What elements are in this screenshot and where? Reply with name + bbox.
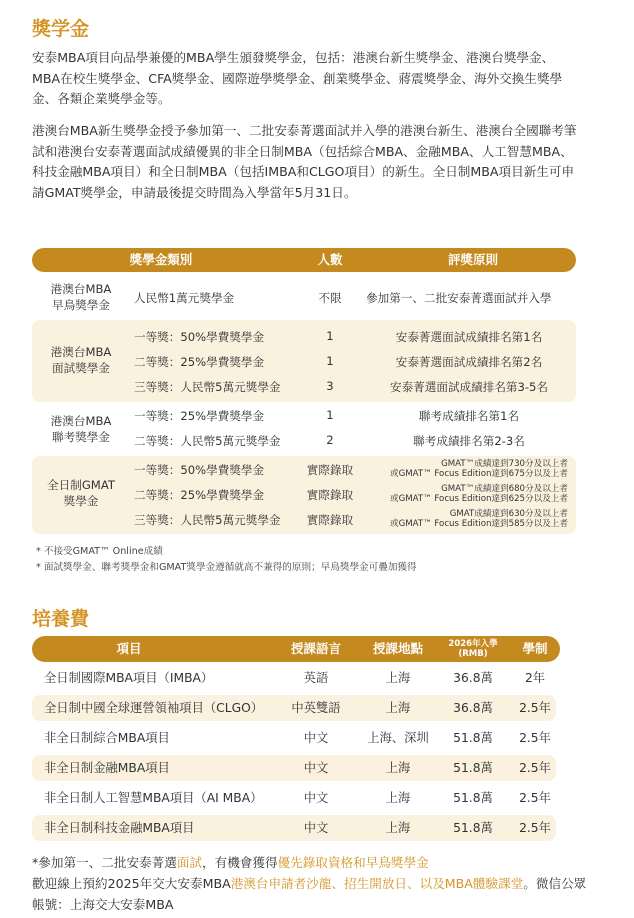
rule-cell: 安泰菁選面試成績排名第3-5名 bbox=[389, 380, 549, 394]
rule-cell: 安泰菁選面試成績排名第1名 bbox=[395, 330, 543, 344]
count-cell: 不限 bbox=[318, 291, 342, 305]
count-cell: 實際錄取 bbox=[306, 513, 354, 527]
group-joint-exam: 港澳台MBA 聯考獎學金 bbox=[50, 414, 112, 444]
scholarship-intro: 安泰MBA項目向品學兼優的MBA學生頒發獎學金，包括：港澳台新生獎學金、港澳台獎學金、MBA在校生獎學金、CFA獎學金、國際遊學獎學金、創業獎學金、蔣震獎學金、海外交換生獎學金、各類企業獎學金等。 bbox=[32, 50, 563, 106]
duration-cell: 2.5年 bbox=[519, 791, 551, 805]
footer-line-1: *參加第一、二批安泰菁選面試，有機會獲得優先錄取資格和早鳥獎學金 bbox=[32, 855, 429, 870]
location-cell: 上海 bbox=[385, 821, 411, 835]
program-cell: 非全日制綜合MBA項目 bbox=[44, 731, 170, 745]
duration-cell: 2.5年 bbox=[519, 701, 551, 715]
duration-cell: 2年 bbox=[524, 671, 546, 685]
program-cell: 非全日制金融MBA項目 bbox=[44, 761, 170, 775]
location-cell: 上海 bbox=[385, 701, 411, 715]
header-category: 獎學金類別 bbox=[129, 252, 193, 267]
tuition-title: 培養費 bbox=[32, 608, 90, 630]
award-cell: 三等獎：人民幣5萬元獎學金 bbox=[134, 513, 281, 527]
table-row bbox=[32, 665, 556, 691]
header-duration: 學制 bbox=[522, 641, 548, 656]
header-rule: 評獎原則 bbox=[447, 252, 498, 267]
fee-cell: 51.8萬 bbox=[453, 821, 493, 835]
fee-cell: 51.8萬 bbox=[453, 731, 493, 745]
group-interview: 港澳台MBA 面試獎學金 bbox=[50, 345, 112, 375]
header-program: 項目 bbox=[116, 641, 142, 656]
duration-cell: 2.5年 bbox=[519, 731, 551, 745]
rule-cell: 聯考成績排名第1名 bbox=[418, 409, 520, 423]
count-cell: 1 bbox=[326, 408, 334, 422]
rule-cell: 安泰菁選面試成績排名第2名 bbox=[395, 355, 543, 369]
duration-cell: 2.5年 bbox=[519, 761, 551, 775]
duration-cell: 2.5年 bbox=[519, 821, 551, 835]
language-cell: 英語 bbox=[303, 671, 329, 685]
program-cell: 非全日制人工智慧MBA項目（AI MBA） bbox=[44, 791, 263, 805]
count-cell: 1 bbox=[326, 354, 334, 368]
fee-cell: 36.8萬 bbox=[453, 671, 493, 685]
award-cell: 二等獎：25%學費獎學金 bbox=[134, 488, 265, 502]
table-row bbox=[32, 785, 556, 811]
header-location: 授課地點 bbox=[372, 641, 423, 656]
language-cell: 中文 bbox=[303, 791, 329, 805]
location-cell: 上海 bbox=[385, 671, 411, 685]
program-cell: 全日制國際MBA項目（IMBA） bbox=[44, 671, 214, 685]
rule-cell: GMAT成績達到630分及以上者 或GMAT™ Focus Edition達到585分以及上者 bbox=[389, 509, 568, 529]
award-cell: 二等獎：人民幣5萬元獎學金 bbox=[134, 434, 281, 448]
note-rule: * 面試獎學金、聯考獎學金和GMAT獎學金遵循就高不兼得的原則；早鳥獎學金可疊加獲得 bbox=[36, 562, 417, 573]
rule-cell: 參加第一、二批安泰菁選面試并入學 bbox=[366, 291, 552, 305]
fee-cell: 36.8萬 bbox=[453, 701, 493, 715]
rule-cell: GMAT™成績達到730分及以上者 或GMAT™ Focus Edition達到675分以及上者 bbox=[389, 459, 568, 479]
award-cell: 二等獎：25%學費獎學金 bbox=[134, 355, 265, 369]
rule-cell: GMAT™成績達到680分及以上者 或GMAT™ Focus Edition達到625分以及上者 bbox=[389, 484, 568, 504]
language-cell: 中文 bbox=[303, 731, 329, 745]
tuition-table-header bbox=[32, 636, 560, 662]
location-cell: 上海 bbox=[385, 791, 411, 805]
count-cell: 實際錄取 bbox=[306, 463, 354, 477]
table-row bbox=[32, 695, 556, 721]
award-cell: 一等獎：50%學費獎學金 bbox=[134, 330, 265, 344]
program-cell: 全日制中國全球運營領袖項目（CLGO） bbox=[44, 701, 264, 715]
scholarship-table-header bbox=[32, 248, 576, 272]
table-row bbox=[32, 815, 556, 841]
scholarship-detail: 港澳台MBA新生獎學金授予參加第一、二批安泰菁選面試并入學的港澳台新生、港澳台全國聯考筆試和港澳台安泰菁選面試成績優異的非全日制MBA（包括綜合MBA、金融MBA、人工智慧MBA、科技金融MBA項目）和全日制MBA（包括IMBA和CLGO項目）的新生。全日制MBA項目新生可申請GMAT獎學金，申請最後提交時間為入學當年5月31日。 bbox=[32, 123, 577, 200]
award-cell: 一等獎：50%學費獎學金 bbox=[134, 463, 265, 477]
location-cell: 上海 bbox=[385, 761, 411, 775]
award-cell: 三等獎：人民幣5萬元獎學金 bbox=[134, 380, 281, 394]
language-cell: 中文 bbox=[303, 761, 329, 775]
group-gmat: 全日制GMAT 獎學金 bbox=[47, 478, 115, 508]
group-early-bird: 港澳台MBA 早鳥獎學金 bbox=[50, 282, 112, 312]
location-cell: 上海、深圳 bbox=[367, 731, 429, 745]
rule-cell: 聯考成績排名第2-3名 bbox=[413, 434, 525, 448]
program-cell: 非全日制科技金融MBA項目 bbox=[44, 821, 195, 835]
header-language: 授課語言 bbox=[290, 641, 341, 656]
table-row bbox=[32, 755, 556, 781]
header-count: 人數 bbox=[317, 252, 343, 267]
footer-line-2: 歡迎線上預約2025年交大安泰MBA港澳台申請者沙龍、招生開放日、以及MBA體驗課堂。微信公眾帳號：上海交大安泰MBA bbox=[32, 876, 587, 912]
count-cell: 3 bbox=[326, 379, 334, 393]
table-row bbox=[32, 725, 556, 751]
award-cell: 人民幣1萬元獎學金 bbox=[134, 291, 235, 305]
language-cell: 中文 bbox=[303, 821, 329, 835]
award-cell: 一等獎：25%學費獎學金 bbox=[134, 409, 265, 423]
count-cell: 實際錄取 bbox=[306, 488, 354, 502]
language-cell: 中英雙語 bbox=[291, 701, 341, 715]
note-online: * 不接受GMAT™ Online成績 bbox=[36, 546, 163, 557]
fee-cell: 51.8萬 bbox=[453, 791, 493, 805]
count-cell: 2 bbox=[326, 433, 334, 447]
header-fee: 2026年入學 (RMB) bbox=[448, 639, 498, 659]
scholarship-title: 獎学金 bbox=[32, 18, 90, 40]
count-cell: 1 bbox=[326, 329, 334, 343]
fee-cell: 51.8萬 bbox=[453, 761, 493, 775]
